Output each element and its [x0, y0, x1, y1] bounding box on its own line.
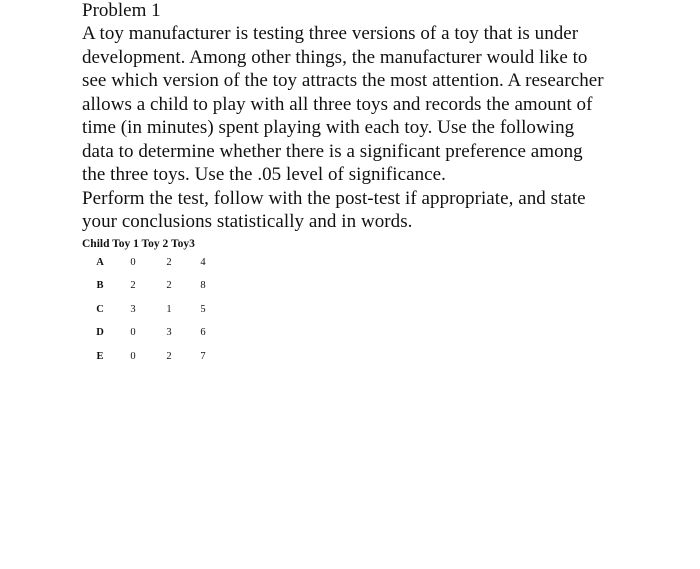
cell-toy1: 3 — [130, 303, 136, 315]
cell-toy3: 7 — [200, 350, 206, 362]
problem-line: Perform the test, follow with the post-test if appropriate, and state — [82, 187, 586, 209]
cell-toy2: 2 — [166, 280, 172, 292]
cell-child: E — [96, 350, 104, 362]
table-row — [82, 298, 206, 321]
table-row — [82, 345, 206, 368]
table-row — [82, 251, 206, 274]
cell-toy3: 8 — [200, 280, 206, 292]
cell-toy1: 0 — [130, 257, 136, 268]
cell-toy1: 0 — [130, 327, 136, 339]
cell-child: C — [96, 303, 104, 315]
cell-toy1: 0 — [130, 350, 136, 362]
cell-child: D — [96, 327, 104, 339]
cell-toy2: 3 — [166, 327, 172, 339]
cell-toy3: 6 — [200, 327, 206, 339]
problem-text-block — [82, 0, 682, 234]
cell-toy2: 2 — [166, 257, 172, 268]
cell-child: A — [96, 257, 104, 268]
problem-line: A toy manufacturer is testing three versions of a toy that is under — [82, 23, 579, 44]
cell-child: B — [96, 280, 104, 292]
cell-toy3: 5 — [200, 303, 206, 315]
cell-toy2: 2 — [166, 350, 172, 362]
problem-line: development. Among other things, the manufacturer would like to — [82, 46, 588, 68]
table-row — [82, 274, 206, 297]
problem-line: see which version of the toy attracts the most attention. A researcher — [82, 70, 604, 91]
problem-title: Problem 1 — [82, 0, 161, 21]
problem-line: the three toys. Use the .05 level of significance. — [82, 164, 446, 185]
problem-line: your conclusions statistically and in words. — [82, 211, 413, 232]
data-table — [82, 237, 206, 368]
cell-toy1: 2 — [130, 280, 136, 292]
cell-toy2: 1 — [166, 303, 172, 315]
cell-toy3: 4 — [200, 257, 206, 268]
problem-line: data to determine whether there is a significant preference among — [82, 140, 583, 162]
table-header: Child Toy 1 Toy 2 Toy3 — [82, 238, 195, 250]
problem-paragraph — [82, 22, 682, 234]
problem-line: time (in minutes) spent playing with each toy. Use the following — [82, 117, 575, 138]
table-row — [82, 321, 206, 344]
problem-line: allows a child to play with all three toys and records the amount of — [82, 93, 593, 115]
